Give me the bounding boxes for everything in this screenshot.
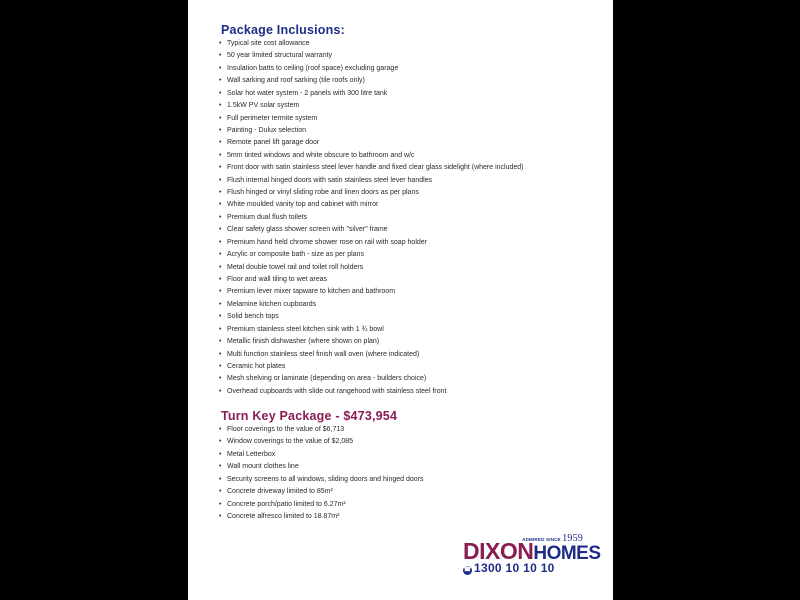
turn-key-package-title: Turn Key Package - $473,954 bbox=[221, 409, 398, 423]
logo-phone-number: 1300 10 10 10 bbox=[474, 561, 555, 575]
list-item: • Concrete driveway limited to 85m² bbox=[219, 486, 424, 498]
list-item: • Flush internal hinged doors with satin stainless steel lever handles bbox=[219, 175, 524, 187]
logo-since-year: 1959 bbox=[562, 533, 583, 544]
list-item: • Concrete alfresco limited to 18.87m² bbox=[219, 511, 424, 523]
list-item: • Wall mount clothes line bbox=[219, 461, 424, 473]
brochure-page bbox=[188, 0, 613, 600]
list-item: • Multi function stainless steel finish wall oven (where indicated) bbox=[219, 349, 524, 361]
phone-icon: ☎ bbox=[463, 567, 472, 573]
list-item: • Floor and wall tiling to wet areas bbox=[219, 274, 524, 286]
list-item: • Solar hot water system - 2 panels with 300 litre tank bbox=[219, 88, 524, 100]
logo-phone-line bbox=[463, 561, 555, 575]
list-item: • Solid bench tops bbox=[219, 311, 524, 323]
list-item: • Front door with satin stainless steel lever handle and fixed clear glass sidelight (where included) bbox=[219, 162, 524, 174]
list-item: • Flush hinged or vinyl sliding robe and linen doors as per plans bbox=[219, 187, 524, 199]
list-item: • Insulation batts to ceiling (roof space) excluding garage bbox=[219, 63, 524, 75]
list-item: • Remote panel lift garage door bbox=[219, 137, 524, 149]
list-item: • Ceramic hot plates bbox=[219, 361, 524, 373]
list-item: • Concrete porch/patio limited to 6.27m² bbox=[219, 499, 424, 511]
list-item: • Typical site cost allowance bbox=[219, 38, 524, 50]
list-item: • 1.5kW PV solar system bbox=[219, 100, 524, 112]
list-item: • Acrylic or composite bath - size as per plans bbox=[219, 249, 524, 261]
list-item: • 50 year limited structural warranty bbox=[219, 50, 524, 62]
list-item: • Melamine kitchen cupboards bbox=[219, 299, 524, 311]
list-item: • Window coverings to the value of $2,085 bbox=[219, 436, 424, 448]
dixon-homes-logo bbox=[463, 533, 601, 575]
list-item: • Wall sarking and roof sarking (tile roofs only) bbox=[219, 75, 524, 87]
turn-key-package-list bbox=[219, 424, 424, 523]
list-item: • 5mm tinted windows and white obscure to bathroom and w/c bbox=[219, 150, 524, 162]
list-item: • Premium stainless steel kitchen sink with 1 ¾ bowl bbox=[219, 324, 524, 336]
list-item: • Floor coverings to the value of $6,713 bbox=[219, 424, 424, 436]
logo-since-text: ADMIRED SINCE bbox=[522, 537, 561, 542]
logo-brand-homes: HOMES bbox=[533, 543, 601, 564]
list-item: • Premium dual flush toilets bbox=[219, 212, 524, 224]
list-item: • Security screens to all windows, sliding doors and hinged doors bbox=[219, 474, 424, 486]
list-item: • Premium hand held chrome shower rose on rail with soap holder bbox=[219, 237, 524, 249]
list-item: • Mesh shelving or laminate (depending on area - builders choice) bbox=[219, 373, 524, 385]
list-item: • Clear safety glass shower screen with "silver" frame bbox=[219, 224, 524, 236]
list-item: • Overhead cupboards with slide out rangehood with stainless steel front bbox=[219, 386, 524, 398]
list-item: • Full perimeter termite system bbox=[219, 113, 524, 125]
list-item: • Painting - Dulux selection bbox=[219, 125, 524, 137]
list-item: • Metallic finish dishwasher (where shown on plan) bbox=[219, 336, 524, 348]
package-inclusions-title: Package Inclusions: bbox=[221, 23, 345, 37]
logo-brand-dixon: DIXON bbox=[463, 538, 534, 564]
list-item: • Metal double towel rail and toilet roll holders bbox=[219, 262, 524, 274]
list-item: • Premium lever mixer tapware to kitchen and bathroom bbox=[219, 286, 524, 298]
package-inclusions-list bbox=[219, 38, 524, 398]
list-item: • Metal Letterbox bbox=[219, 449, 424, 461]
list-item: • White moulded vanity top and cabinet with mirror bbox=[219, 199, 524, 211]
